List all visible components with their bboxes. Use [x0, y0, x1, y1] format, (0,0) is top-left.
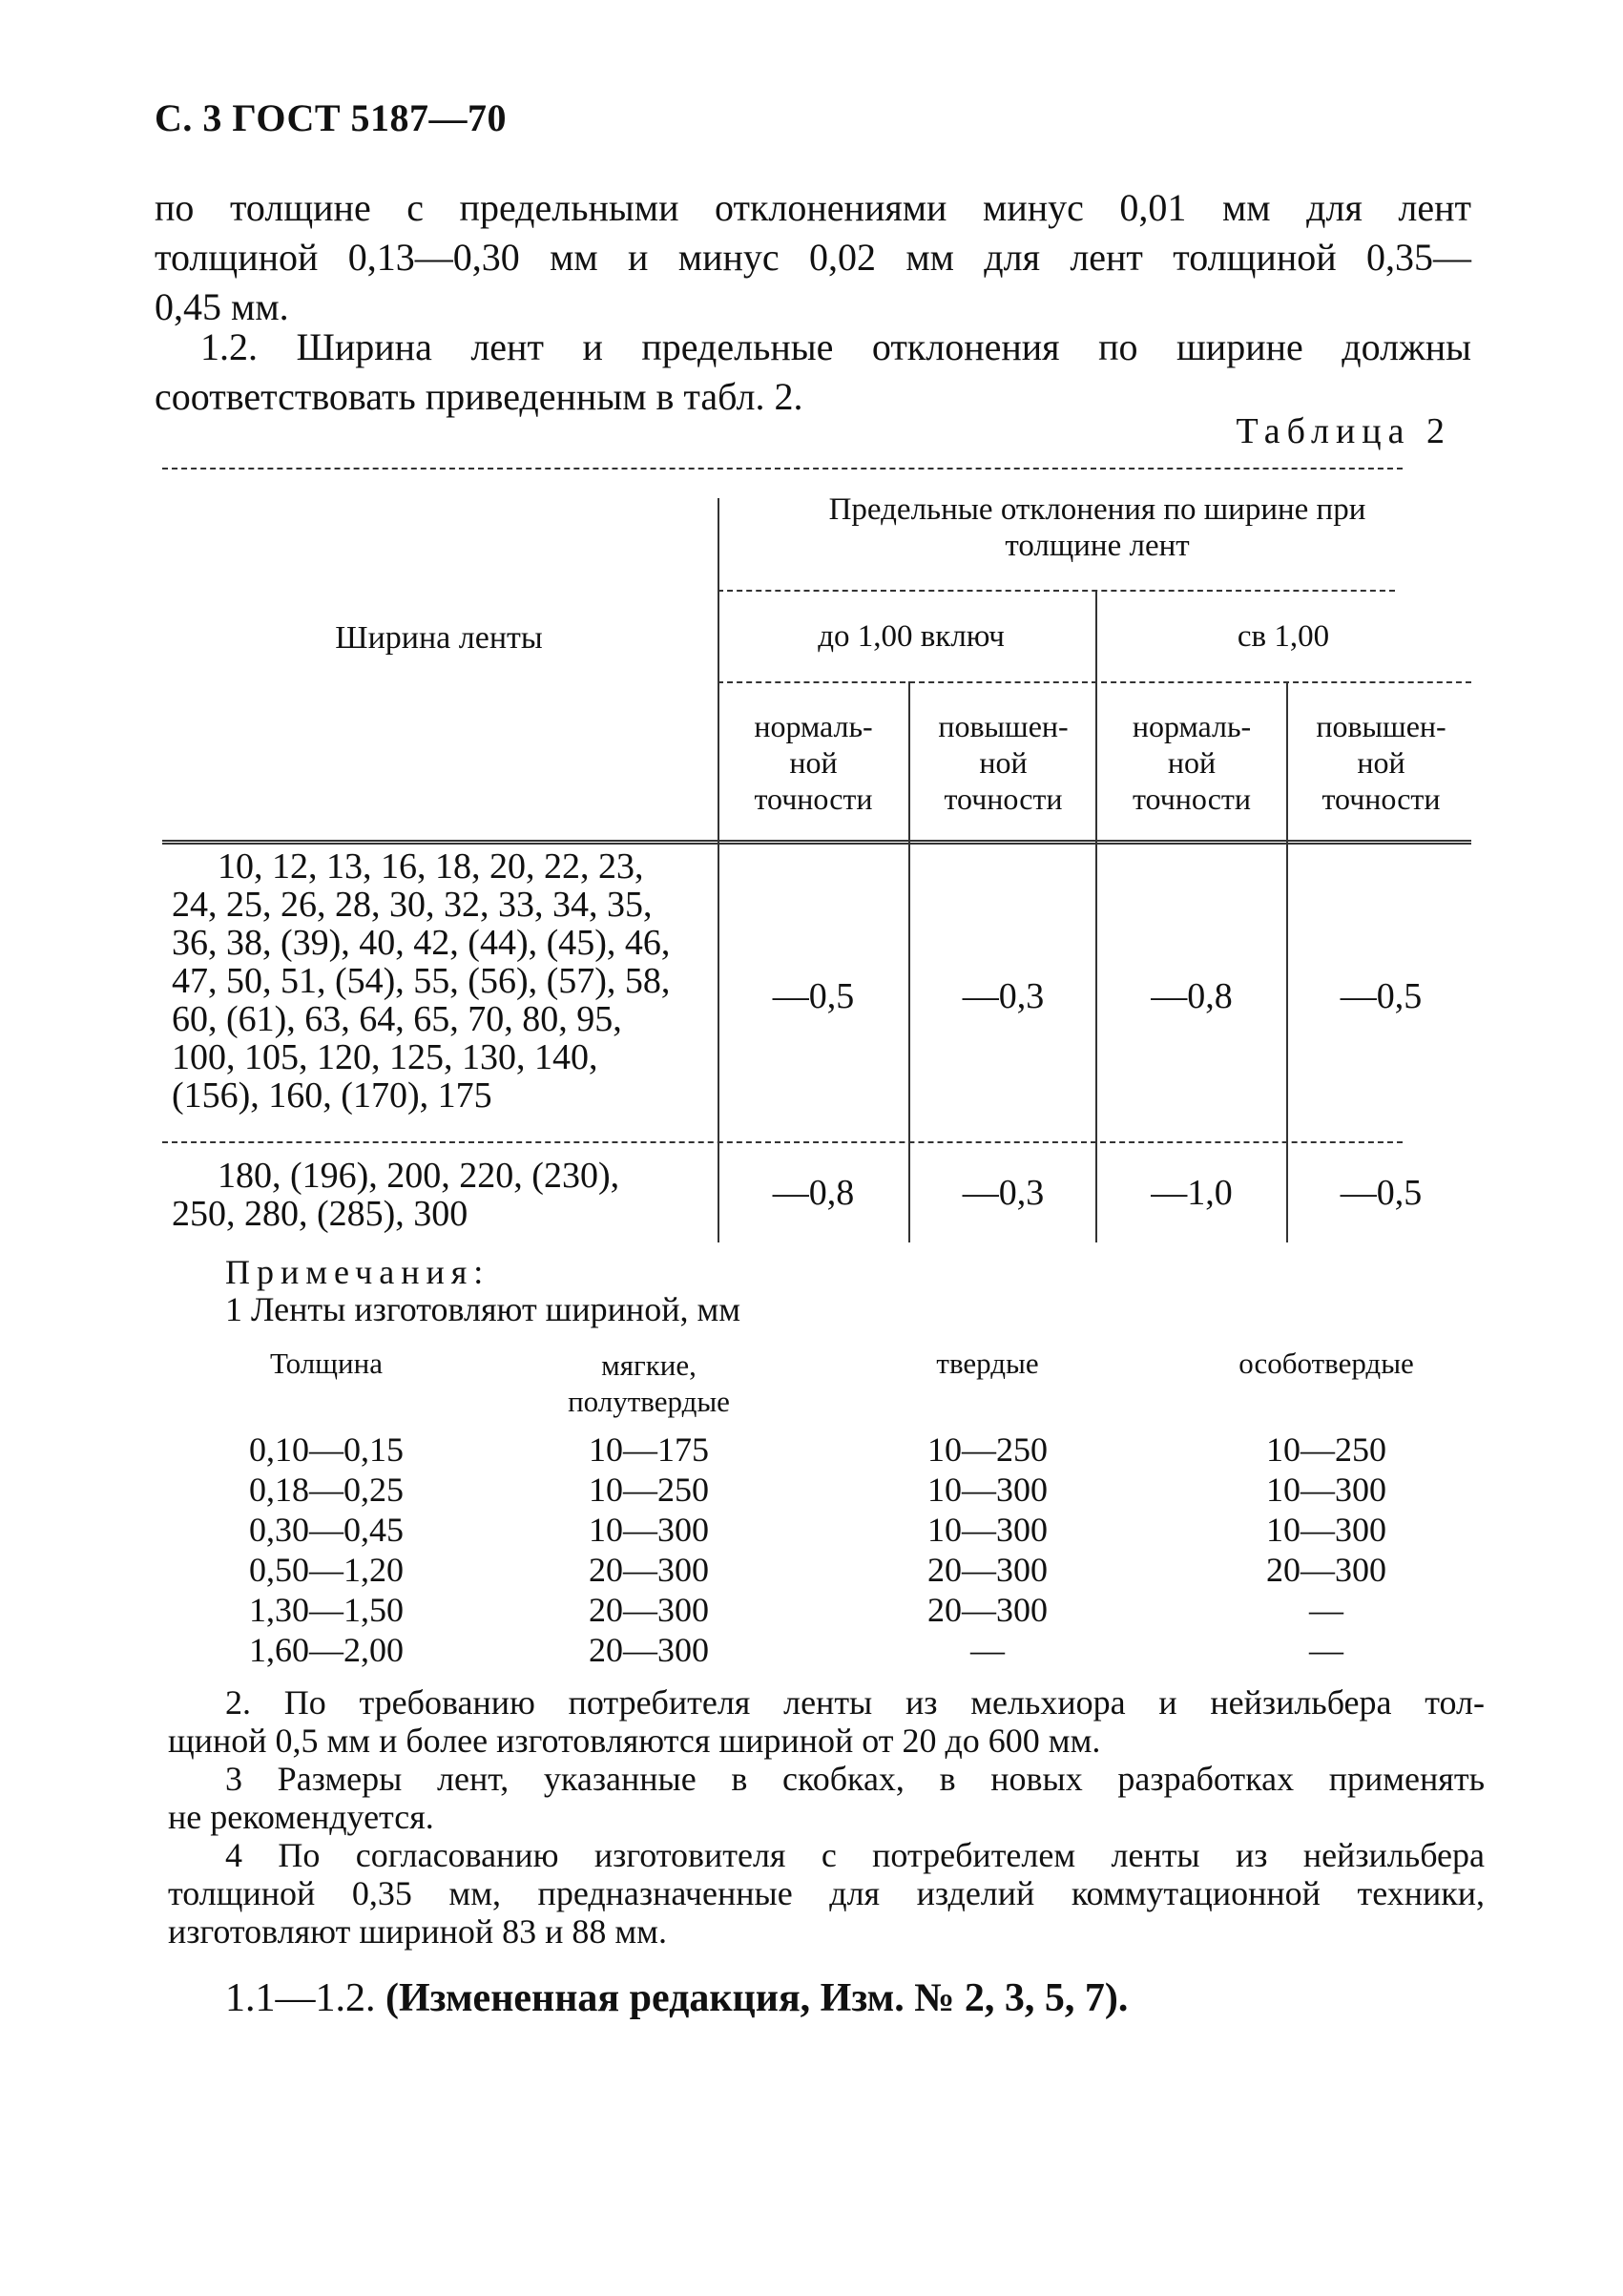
row-1-value-4: —0,5 — [1340, 976, 1423, 1016]
notes-title: Примечания: — [225, 1253, 490, 1291]
row-1-value-1: —0,5 — [772, 976, 855, 1016]
subtable-cell: 0,18—0,25 — [249, 1471, 404, 1509]
column-group-header — [725, 491, 1469, 564]
subtable-cell: 10—300 — [1266, 1471, 1386, 1509]
widths-line: 36, 38, (39), 40, 42, (44), (45), 46, — [172, 923, 671, 963]
row-1-value-2: —0,3 — [962, 976, 1045, 1016]
subtable-cell: 10—250 — [927, 1430, 1048, 1469]
subtable-header-thickness: Толщина — [270, 1346, 383, 1380]
header-normal-precision — [1097, 708, 1286, 817]
subtable-cell: — — [1309, 1631, 1343, 1669]
subtable-header-soft — [534, 1347, 763, 1420]
table-group-divider — [718, 590, 1395, 592]
paragraph-line: 0,45 мм. — [155, 285, 289, 328]
subtable-cell: 10—250 — [1266, 1430, 1386, 1469]
note-1: 1 Ленты изготовляют шириной, мм — [225, 1290, 741, 1328]
table-divider-thickness — [1095, 590, 1097, 1242]
subtable-header-hard: твердые — [936, 1346, 1039, 1380]
header-normal-precision — [720, 708, 906, 817]
subtable-cell: 10—300 — [927, 1471, 1048, 1509]
subtable-cell: 0,10—0,15 — [249, 1430, 404, 1469]
note-2 — [168, 1683, 1485, 1760]
widths-line: (156), 160, (170), 175 — [172, 1075, 492, 1116]
header-line: точности — [754, 782, 873, 816]
header-line: мягкие, — [601, 1348, 697, 1382]
subtable-cell: 10—300 — [927, 1511, 1048, 1549]
table-divider-main — [718, 498, 719, 1242]
header-line: повышен- — [938, 709, 1069, 743]
subtable-cell: 0,30—0,45 — [249, 1511, 404, 1549]
header-line: точности — [1321, 782, 1441, 816]
widths-line: 47, 50, 51, (54), 55, (56), (57), 58, — [172, 961, 671, 1001]
header-thickness-up-to: до 1,00 включ — [818, 619, 1005, 654]
header-line: полутвердые — [568, 1385, 730, 1418]
amendment-ref: 1.1—1.2. — [225, 1976, 376, 2020]
subtable-cell: 10—300 — [589, 1511, 709, 1549]
row-2-value-1: —0,8 — [772, 1173, 855, 1213]
subtable-cell: 1,60—2,00 — [249, 1631, 404, 1669]
note-line: толщиной 0,35 мм, предназначенные для изделий коммутационной техники, — [168, 1874, 1485, 1912]
group-header-line: толщине лент — [1005, 529, 1190, 563]
paragraph-1-2 — [155, 323, 1471, 422]
amendment-note — [225, 1975, 1128, 2021]
row-1-value-3: —0,8 — [1151, 976, 1233, 1016]
table-precision-divider — [718, 681, 1471, 683]
note-line: изготовляют шириной 83 и 88 мм. — [168, 1912, 667, 1951]
header-line: точности — [944, 782, 1063, 816]
widths-line: 60, (61), 63, 64, 65, 70, 80, 95, — [172, 999, 622, 1039]
table-top-border — [162, 468, 1403, 470]
row-2-value-4: —0,5 — [1340, 1173, 1423, 1213]
subtable-cell: 20—300 — [927, 1551, 1048, 1589]
widths-line: 250, 280, (285), 300 — [172, 1194, 468, 1234]
subtable-cell: 10—175 — [589, 1430, 709, 1469]
note-4 — [168, 1836, 1485, 1951]
subtable-header-extra-hard: особотвердые — [1238, 1346, 1414, 1380]
header-line: ной — [1167, 745, 1217, 780]
header-high-precision — [911, 708, 1095, 817]
note-line: щиной 0,5 мм и более изготовляются шириной от 20 до 600 мм. — [168, 1722, 1101, 1760]
note-line: 3 Размеры лент, указанные в скобках, в новых разработках применять — [225, 1760, 1485, 1798]
paragraph-continuation — [155, 183, 1471, 332]
subtable-cell: — — [970, 1631, 1005, 1669]
subtable-cell: — — [1309, 1591, 1343, 1629]
table-caption: Таблица 2 — [1236, 411, 1451, 451]
paragraph-line: по толщине с предельными отклонениями минус 0,01 мм для лент — [155, 186, 1471, 229]
note-line: 2. По требованию потребителя ленты из мельхиора и нейзильбера тол- — [225, 1683, 1485, 1722]
header-line: повышен- — [1316, 709, 1446, 743]
row-2-value-2: —0,3 — [962, 1173, 1045, 1213]
subtable-cell: 20—300 — [927, 1591, 1048, 1629]
table-row-divider — [162, 1141, 1403, 1143]
table-row-2-widths — [172, 1157, 706, 1233]
widths-line: 24, 25, 26, 28, 30, 32, 33, 34, 35, — [172, 885, 653, 925]
paragraph-line: соответствовать приведенным в табл. 2. — [155, 375, 803, 418]
header-line: ной — [1357, 745, 1405, 780]
subtable-cell: 20—300 — [589, 1551, 709, 1589]
subtable-cell: 10—250 — [589, 1471, 709, 1509]
header-line: ной — [979, 745, 1028, 780]
header-line: точности — [1132, 782, 1252, 816]
paragraph-line: 1.2. Ширина лент и предельные отклонения по ширине должны — [200, 325, 1471, 368]
subtable-cell: 20—300 — [589, 1591, 709, 1629]
header-line: нормаль- — [1132, 709, 1252, 743]
header-line: нормаль- — [754, 709, 873, 743]
widths-line: 10, 12, 13, 16, 18, 20, 22, 23, — [218, 846, 644, 887]
note-3 — [168, 1760, 1485, 1836]
header-line: ной — [789, 745, 838, 780]
table-header-double-rule — [162, 840, 1471, 845]
page-header: С. 3 ГОСТ 5187—70 — [155, 96, 508, 139]
paragraph-line: толщиной 0,13—0,30 мм и минус 0,02 мм для лент толщиной 0,35— — [155, 236, 1471, 279]
column-header-width: Ширина ленты — [335, 620, 543, 656]
subtable-cell: 20—300 — [1266, 1551, 1386, 1589]
widths-line: 100, 105, 120, 125, 130, 140, — [172, 1037, 598, 1077]
group-header-line: Предельные отклонения по ширине при — [828, 492, 1366, 527]
table-row-1-widths — [172, 847, 706, 1115]
subtable-cell: 10—300 — [1266, 1511, 1386, 1549]
subtable-cell: 0,50—1,20 — [249, 1551, 404, 1589]
widths-line: 180, (196), 200, 220, (230), — [218, 1156, 620, 1196]
amendment-text: (Измененная редакция, Изм. № 2, 3, 5, 7). — [385, 1976, 1129, 2020]
header-high-precision — [1288, 708, 1474, 817]
header-thickness-over: св 1,00 — [1237, 619, 1330, 654]
table-divider-col2 — [908, 681, 910, 1242]
subtable-cell: 1,30—1,50 — [249, 1591, 404, 1629]
row-2-value-3: —1,0 — [1151, 1173, 1233, 1213]
subtable-cell: 20—300 — [589, 1631, 709, 1669]
note-line: не рекомендуется. — [168, 1798, 434, 1836]
note-line: 4 По согласованию изготовителя с потребителем ленты из нейзильбера — [225, 1836, 1485, 1874]
